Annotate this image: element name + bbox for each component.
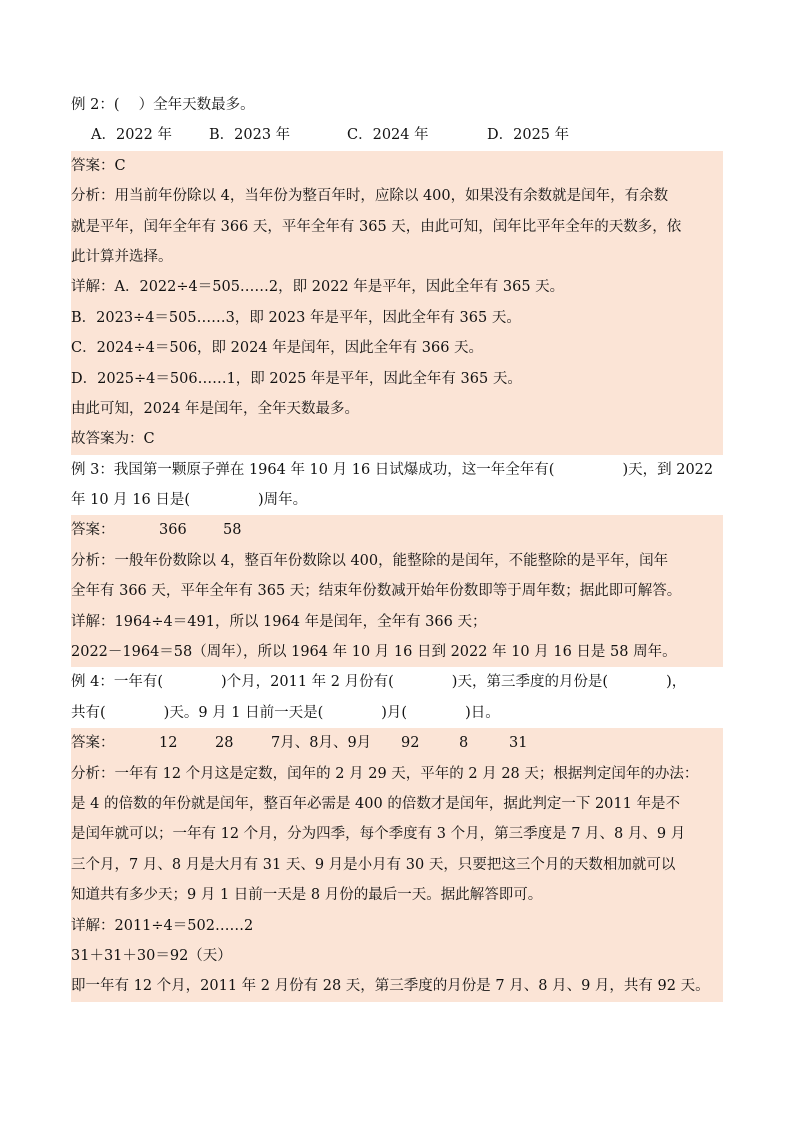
ex4-question-text: 共有(	[71, 704, 106, 721]
ex2-analysis-line: 分析：用当前年份除以 4，当年份为整百年时，应除以 400，如果没有余数就是闰年，有余数	[71, 188, 669, 205]
ex2-detail-line: 详解：A．2022÷4＝505……2，即 2022 年是平年，因此全年有 365 天。	[71, 279, 565, 296]
ex4-question-text: )天。9 月 1 日前一天是(	[163, 704, 324, 721]
ex4-question-text: )，	[666, 674, 687, 691]
ex3-question-line-1	[71, 455, 723, 485]
ex2-analysis-line: 就是平年，闰年全年有 366 天，平年全年有 365 天，由此可知，闰年比平年全年的天数多，依	[71, 218, 682, 235]
ex4-analysis-line: 三个月，7 月、8 月是大月有 31 天、9 月是小月有 30 天，只要把这三个月的天数相加就可以	[71, 856, 676, 873]
answer-value: 7月、8月、9月	[271, 735, 372, 752]
ex3-detail-line: 2022－1964＝58（周年），所以 1964 年 10 月 16 日到 2022 年 10 月 16 日是 58 周年。	[71, 644, 677, 661]
ex2-question: 例 2：( ）全年天数最多。	[71, 97, 255, 113]
ex3-detail-line: 详解：1964÷4＝491，所以 1964 年是闰年，全年有 366 天；	[71, 613, 487, 630]
ex4-answer	[71, 728, 723, 758]
ex2-detail-line: 由此可知，2024 年是闰年，全年天数最多。	[71, 400, 360, 417]
ex2-detail-line: B．2023÷4＝505……3，即 2023 年是平年，因此全年有 365 天。	[71, 309, 521, 326]
ex4-question-text: )日。	[465, 704, 500, 721]
answer-value: 58	[223, 522, 242, 539]
ex4-analysis-line: 是闰年就可以；一年有 12 个月，分为四季，每个季度有 3 个月，第三季度是 7 月、8 月、9 月	[71, 826, 686, 843]
answer-value: 366	[159, 522, 187, 539]
option-a: A．2022 年	[91, 127, 172, 144]
ex2-detail-line: C．2024÷4＝506，即 2024 年是闰年，因此全年有 366 天。	[71, 340, 484, 357]
answer-value: 28	[215, 735, 234, 752]
worksheet-page	[71, 90, 723, 1002]
answer-value: 92	[401, 735, 420, 752]
ex2-detail-line: 故答案为：C	[71, 431, 155, 448]
answer-label: 答案：	[71, 522, 115, 539]
ex3-question-line-2	[71, 485, 723, 515]
ex2-options	[71, 120, 723, 150]
ex3-question-text: 年 10 月 16 日是(	[71, 492, 190, 509]
ex4-question-text: )个月，2011 年 2 月份有(	[221, 674, 394, 691]
ex4-analysis-line: 分析：一年有 12 个月这是定数，闰年的 2 月 29 天，平年的 2 月 28 天；根据判定闰年的办法：	[71, 765, 699, 782]
ex2-answer: 答案：C	[71, 157, 126, 174]
ex3-answer	[71, 515, 723, 545]
ex4-question-line-1	[71, 667, 723, 697]
ex4-answer-block	[71, 728, 723, 1002]
ex4-question-line-2	[71, 698, 723, 728]
ex4-detail-line: 即一年有 12 个月，2011 年 2 月份有 28 天，第三季度的月份是 7 月、8 月、9 月，共有 92 天。	[71, 978, 710, 995]
ex3-analysis-line: 全年有 366 天，平年全年有 365 天；结束年份数减开始年份数即等于周年数；据此即可解答。	[71, 583, 682, 600]
ex3-question-text: )天，到 2022	[622, 461, 714, 478]
ex3-question-text: 例 3：我国第一颗原子弹在 1964 年 10 月 16 日试爆成功，这一年全年有(	[71, 461, 555, 478]
ex3-question-text: )周年。	[258, 492, 308, 509]
ex4-question-text: 例 4：一年有(	[71, 674, 163, 691]
option-d: D．2025 年	[487, 127, 570, 144]
ex4-analysis-line: 知道共有多少天；9 月 1 日前一天是 8 月份的最后一天。据此解答即可。	[71, 887, 543, 904]
ex2-detail-line: D．2025÷4＝506……1，即 2025 年是平年，因此全年有 365 天。	[71, 370, 522, 387]
answer-label: 答案：	[71, 735, 115, 752]
ex4-detail-line: 详解：2011÷4＝502……2	[71, 917, 254, 934]
ex3-answer-block	[71, 515, 723, 667]
ex2-answer-block	[71, 151, 723, 455]
answer-value: 12	[159, 735, 178, 752]
answer-value: 31	[509, 735, 528, 752]
ex4-question-text: )月(	[381, 704, 408, 721]
ex4-question-text: )天，第三季度的月份是(	[451, 674, 609, 691]
option-c: C．2024 年	[347, 127, 429, 144]
option-b: B．2023 年	[209, 127, 291, 144]
ex4-detail-line: 31＋31＋30＝92（天）	[71, 947, 232, 964]
ex3-analysis-line: 分析：一般年份数除以 4，整百年份数除以 400，能整除的是闰年，不能整除的是平年，闰年	[71, 552, 669, 569]
ex4-analysis-line: 是 4 的倍数的年份就是闰年，整百年必需是 400 的倍数才是闰年，据此判定一下 2011 年是不	[71, 795, 680, 812]
answer-value: 8	[459, 735, 469, 752]
ex2-analysis-line: 此计算并选择。	[71, 248, 173, 265]
